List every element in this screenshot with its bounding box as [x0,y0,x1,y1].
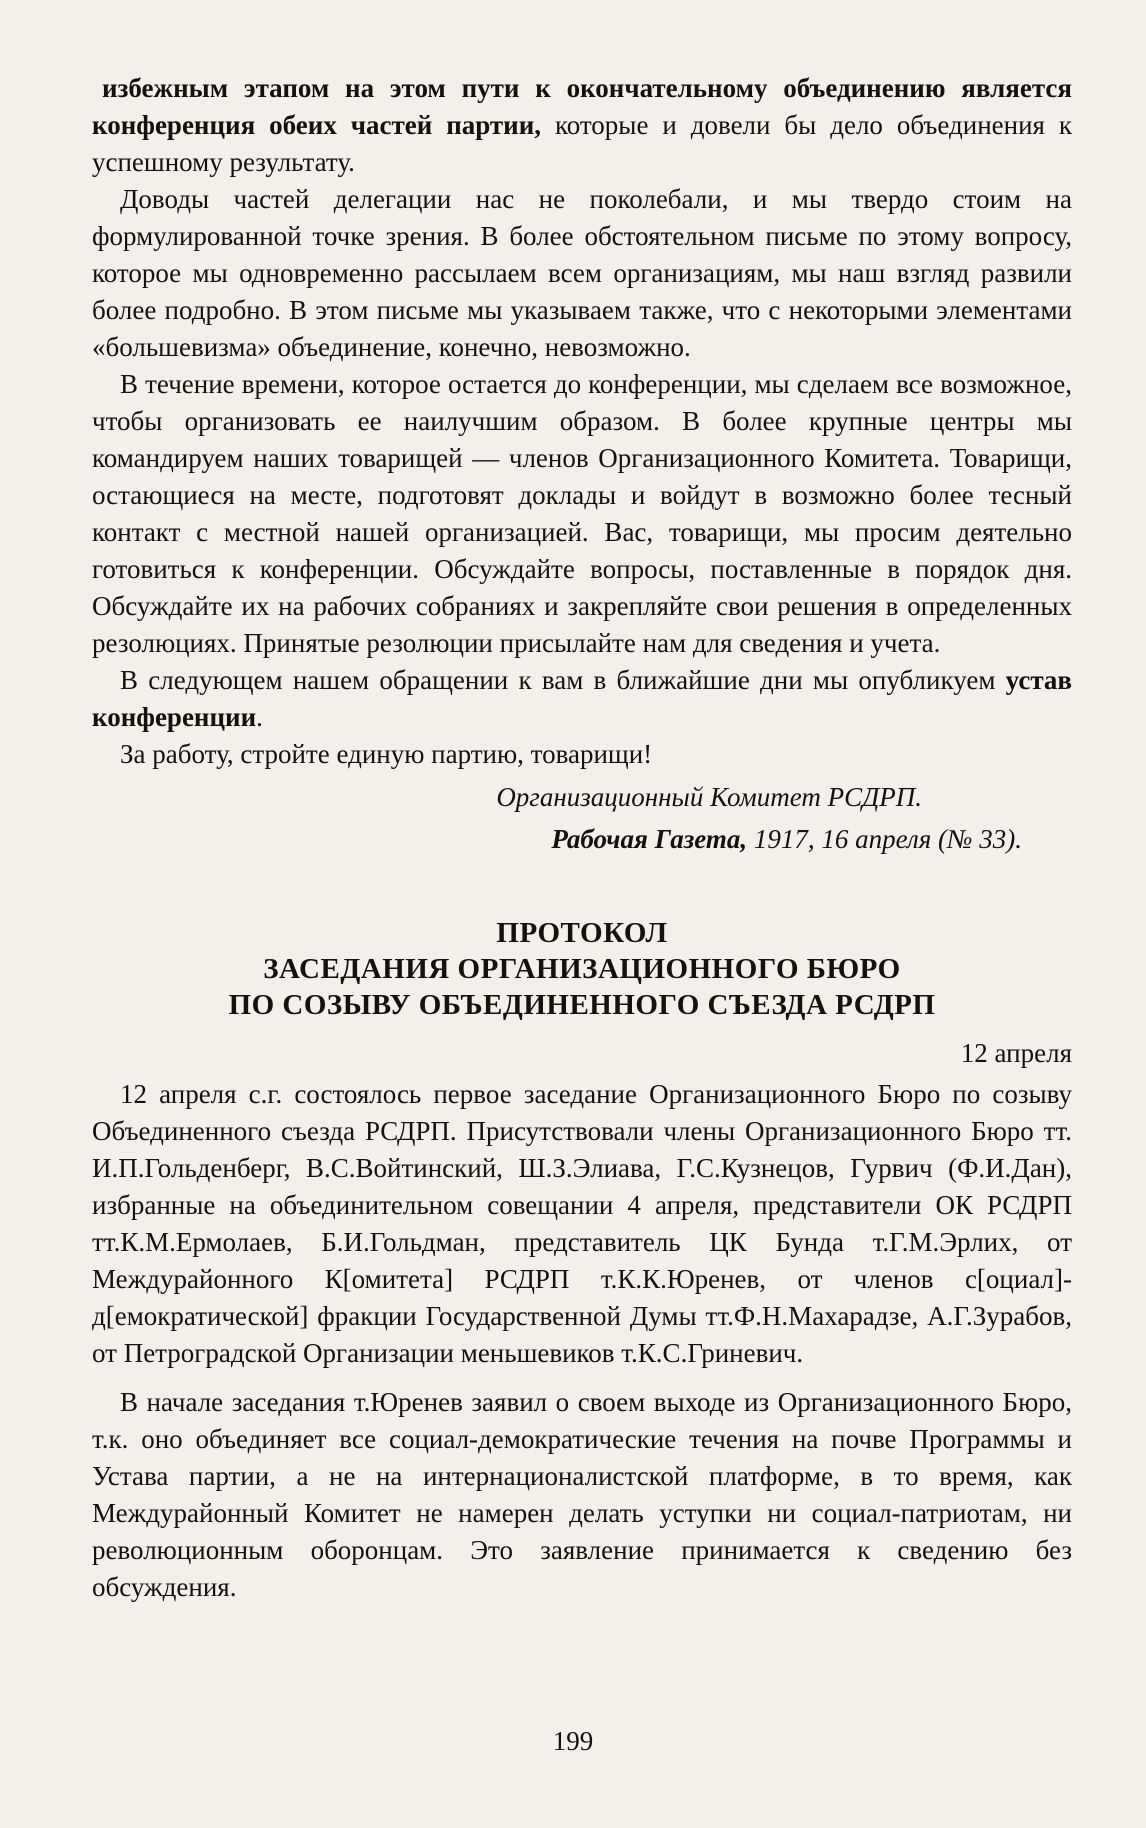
protocol-paragraph-2: В начале заседания т.Юренев заявил о своем выходе из Организационного Бюро, т.к. оно объединяет все социал-демократические течения на почве Программы и Устава партии, а не на интернационалистской платформе, в то время, как Междурайонный Комитет не намерен делать уступки ни социал-патриотам, ни революционным оборонцам. Это заявление принимается к сведению без обсуждения. [92,1387,1072,1602]
protocol-heading [92,915,1072,1023]
paragraph-gap [92,1372,1072,1384]
protocol-paragraph-1: 12 апреля с.г. состоялось первое заседание Организационного Бюро по созыву Объединенного съезда РСДРП. Присутствовали члены Организационного Бюро тт. И.П.Гольденберг, В.С.Войтинский, Ш.З.Элиава, Г.С.Кузнецов, Гурвич (Ф.И.Дан), избранные на объединительном совещании 4 апреля, представители ОК РСДРП тт.К.М.Ермолаев, Б.И.Гольдман, представитель ЦК Бунда т.Г.М.Эрлих, от Междурайонного К[омитета] РСДРП т.К.К.Юренев, от членов с[оциал]-д[емократической] фракции Государственной Думы тт.Ф.Н.Махарадзе, А.Г.Зурабов, от Петроградской Организации меньшевиков т.К.С.Гриневич. [92,1079,1072,1368]
letter-paragraph-2: Доводы частей делегации нас не поколебали, и мы твердо стоим на формулированной точке зрения. В более обстоятельном письме по этому вопросу, которое мы одновременно рассылаем всем организациям, мы наш взгляд развили более подробно. В этом письме мы указываем также, что с некоторыми элементами «большевизма» объединение, конечно, невозможно. [92,184,1072,362]
letter-paragraph-3: В течение времени, которое остается до конференции, мы сделаем все возможное, чтобы организовать ее наилучшим образом. В более крупные центры мы командируем наших товарищей — членов Организационного Комитета. Товарищи, остающиеся на месте, подготовят доклады и войдут в возможно более тесный контакт с местной нашей организацией. Вас, товарищи, мы просим деятельно готовиться к конференции. Обсуждайте вопросы, поставленные в порядок дня. Обсуждайте их на рабочих собраниях и закрепляйте свои решения в определенных резолюциях. Принятые резолюции присылайте нам для сведения и учета. [92,369,1072,658]
protocol-heading-line-2: ЗАСЕДАНИЯ ОРГАНИЗАЦИОННОГО БЮРО [263,953,901,985]
letter-source-details: 1917, 16 апреля (№ 33). [747,824,1022,854]
protocol-date: 12 апреля [960,1038,1072,1068]
letter-paragraph-1 [92,70,1072,181]
letter-paragraph-1-bold: избежным этапом на этом пути к окончательному объединению является конференция обеих частей партии, [92,73,1072,140]
letter-paragraph-1-rest: которые и довели бы дело объединения к успешному результату. [92,110,1072,177]
protocol-heading-line-1: ПРОТОКОЛ [496,917,668,949]
protocol-heading-line-3: ПО СОЗЫВУ ОБЪЕДИНЕННОГО СЪЕЗДА РСДРП [228,989,936,1021]
page-number: 199 [552,1726,594,1756]
letter-paragraph-4-start: В следующем нашем обращении к вам в ближайшие дни мы опубликуем [120,665,1006,695]
letter-source [92,819,1072,859]
letter-paragraph-4-end: . [256,702,263,732]
page-body [92,70,1072,1606]
letter-paragraph-4-bold: устав конференции [92,665,1072,732]
letter-paragraph-5: За работу, стройте единую партию, товарищи! [120,739,653,769]
letter-source-paper: Рабочая Газета, [551,824,748,854]
letter-paragraph-4 [92,662,1072,736]
letter-signature: Организационный Комитет РСДРП. [496,782,922,812]
